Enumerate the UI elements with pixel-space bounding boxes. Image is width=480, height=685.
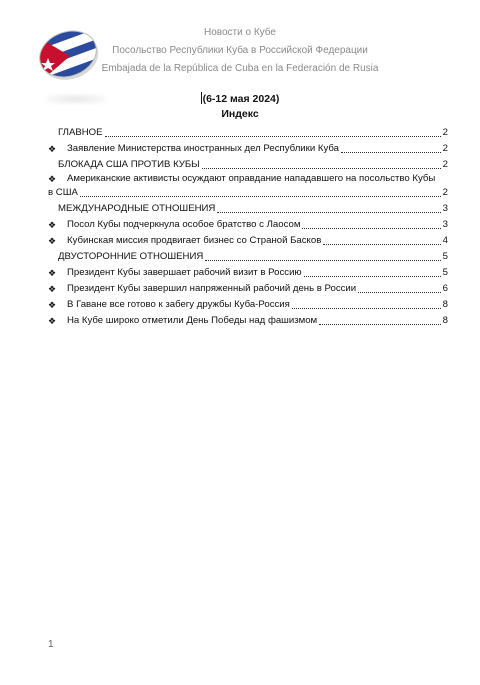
- toc-page-number: 2: [442, 159, 448, 170]
- toc-entry-text: МЕЖДУНАРОДНЫЕ ОТНОШЕНИЯ: [58, 203, 216, 214]
- header-embassy-es: Embajada de la República de Cuba en la Federación de Rusia: [101, 63, 379, 74]
- toc-page-number: 2: [442, 127, 448, 138]
- toc-item[interactable]: [48, 264, 448, 280]
- bullet-diamond-icon: ❖: [48, 144, 57, 154]
- toc-entry-text: ДВУСТОРОННИЕ ОТНОШЕНИЯ: [58, 251, 204, 262]
- toc-page-number: 6: [442, 283, 448, 294]
- toc-section-bilateral[interactable]: [48, 248, 448, 264]
- leader-dots: [358, 292, 441, 293]
- leader-dots: [205, 260, 440, 261]
- header-embassy-ru: Посольство Республики Куба в Российской Федерации: [112, 45, 368, 56]
- toc-page-number: 5: [442, 251, 448, 262]
- toc-page-number: 8: [442, 299, 448, 310]
- toc-section-international[interactable]: [48, 200, 448, 216]
- toc-item[interactable]: [48, 216, 448, 232]
- leader-dots: [105, 136, 441, 137]
- toc-item[interactable]: [48, 232, 448, 248]
- toc-entry-text: Американские активисты осуждают оправдание нападавшего на посольство Кубы: [67, 173, 436, 184]
- leader-dots: [292, 308, 441, 309]
- index-title: Индекс: [221, 108, 259, 120]
- leader-dots: [217, 212, 440, 213]
- leader-dots: [323, 244, 440, 245]
- bullet-diamond-icon: ❖: [48, 220, 57, 230]
- leader-dots: [319, 324, 441, 325]
- bullet-diamond-icon: ❖: [48, 316, 57, 326]
- toc-entry-text: В Гаване все готово к забегу дружбы Куба-Россия: [67, 299, 290, 310]
- toc-page-number: 8: [442, 315, 448, 326]
- toc-page-number: 5: [442, 267, 448, 278]
- bullet-diamond-icon: ❖: [48, 284, 57, 294]
- bullet-diamond-icon: ❖: [48, 174, 57, 184]
- toc-item[interactable]: [48, 296, 448, 312]
- leader-dots: [341, 152, 441, 153]
- toc-entry-text: БЛОКАДА США ПРОТИВ КУБЫ: [58, 159, 200, 170]
- header-title: Новости о Кубе: [204, 27, 276, 38]
- toc-item[interactable]: [48, 172, 448, 200]
- bullet-diamond-icon: ❖: [48, 300, 57, 310]
- toc-entry-text-continued: в США: [48, 187, 78, 198]
- bullet-diamond-icon: ❖: [48, 236, 57, 246]
- leader-dots: [202, 168, 441, 169]
- leader-dots: [80, 196, 441, 197]
- table-of-contents: [48, 124, 448, 328]
- leader-dots: [302, 228, 440, 229]
- toc-entry-text: На Кубе широко отметили День Победы над фашизмом: [67, 315, 318, 326]
- toc-item[interactable]: [48, 140, 448, 156]
- toc-page-number: 3: [442, 203, 448, 214]
- bullet-diamond-icon: ❖: [48, 268, 57, 278]
- toc-item[interactable]: [48, 312, 448, 328]
- toc-entry-text: Кубинская миссия продвигает бизнес со Страной Басков: [67, 235, 322, 246]
- leader-dots: [304, 276, 441, 277]
- toc-page-number: 2: [442, 187, 448, 198]
- toc-section-blockade[interactable]: [48, 156, 448, 172]
- toc-entry-text: Посол Кубы подчеркнула особое братство с Лаосом: [67, 219, 301, 230]
- toc-entry-text: Заявление Министерства иностранных дел Республики Куба: [67, 143, 339, 154]
- toc-entry-text: Президент Кубы завершает рабочий визит в Россию: [67, 267, 302, 278]
- text-cursor: [201, 92, 202, 104]
- page-number: 1: [48, 639, 54, 650]
- toc-page-number: 2: [442, 143, 448, 154]
- toc-entry-text: ГЛАВНОЕ: [58, 127, 103, 138]
- toc-entry-text: Президент Кубы завершил напряженный рабочий день в России: [67, 283, 357, 294]
- toc-page-number: 3: [442, 219, 448, 230]
- toc-page-number: 4: [442, 235, 448, 246]
- date-range: [0, 92, 480, 105]
- toc-section-main[interactable]: [48, 124, 448, 140]
- date-text: (6-12 мая 2024): [202, 93, 280, 105]
- toc-item[interactable]: [48, 280, 448, 296]
